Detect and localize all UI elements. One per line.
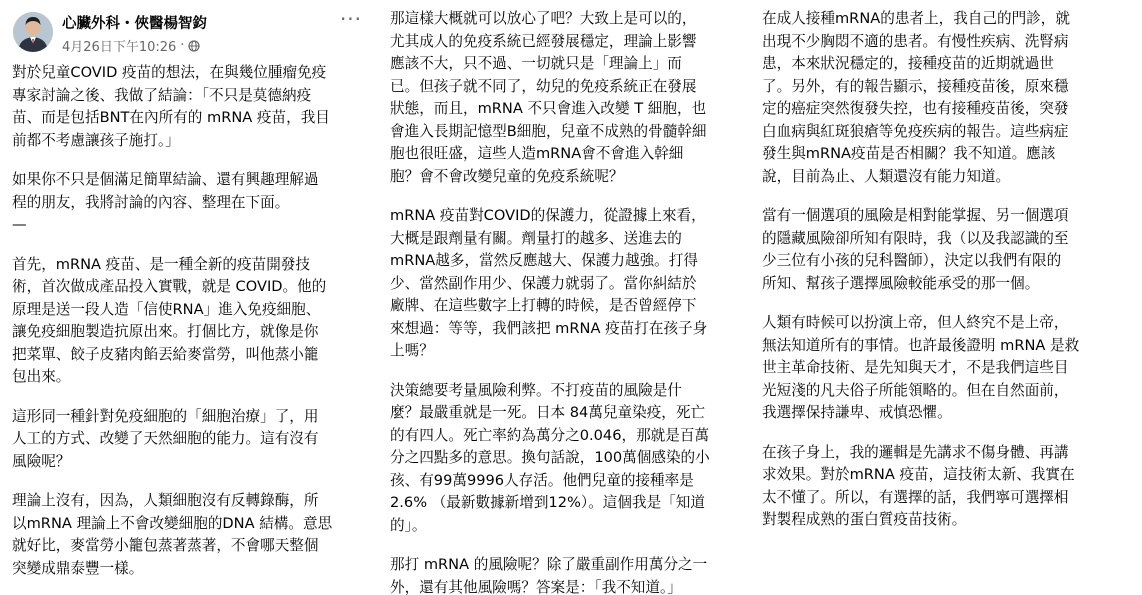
post-column-1 (0, 0, 376, 595)
post-paragraph: 首先，mRNA 疫苗、是一種全新的疫苗開發技 術，首次做成產品投入實戰，就是 COVID。他的 原理是送一段人造「信使RNA」進入免疫細胞、 讓免疫細胞製造抗原出來。打個比方，就像是你 把菜單、餃子皮豬肉餡丟給麥當勞，叫他蒸小籠 包出來。 (12, 255, 327, 385)
meta-separator: · (180, 38, 185, 53)
post-paragraph: 在孩子身上，我的邏輯是先講求不傷身體、再講 求效果。對於mRNA 疫苗，這技術太新、我實在 太不懂了。所以，有選擇的話，我們寧可選擇相 對製程成熟的蛋白質疫苗技術。 (762, 443, 1075, 528)
paragraph-gap (0, 152, 376, 169)
paragraph-gap (754, 188, 1142, 205)
paragraph-gap (0, 473, 376, 490)
paragraph-gap (382, 537, 758, 554)
paragraph-gap (382, 188, 758, 205)
post-paragraph: 理論上沒有，因為，人類細胞沒有反轉錄酶，所 以mRNA 理論上不會改變細胞的DNA 結構。意思 就好比，麥當勞小籠包蒸著蒸著，不會哪天整個 突變成鼎泰豐一樣。 (12, 492, 333, 577)
post-paragraph: 當有一個選項的風險是相對能掌握、另一個選項 的隱藏風險卻所知有限時，我（以及我認識的至 少三位有小孩的兒科醫師），決定以我們有限的 所知、幫孩子選擇風險較能承受的那一個。 (762, 207, 1069, 292)
paragraph-gap (0, 389, 376, 406)
avatar-image (13, 12, 53, 52)
paragraph-gap (382, 363, 758, 380)
more-options-icon[interactable]: ··· (339, 7, 363, 31)
post-paragraph: 對於兒童COVID 疫苗的想法，在與幾位腫瘤免疫 專家討論之後、我做了結論：「不只是莫德納疫 苗、而是包括BNT在內所有的 mRNA 疫苗，我目 前都不考慮讓孩子施打。」 (12, 64, 330, 149)
post-paragraph: 在成人接種mRNA的患者上，我自己的門診，就 出現不少胸悶不適的患者。有慢性疾病、洗腎病 患，本來狀況穩定的，接種疫苗的近期就過世 了。另外，有的報告顯示，接種疫苗後，原來穩 定的癌症突然復發失控，也有接種疫苗後，突發 白血病與紅斑狼瘡等免疫疾病的報告。這些病症 發生與mRNA疫苗是否相關？我不知道。應該 說，目前為止、人類還沒有能力知道。 (762, 10, 1070, 185)
post-column-3 (754, 0, 1142, 595)
paragraph-gap (754, 295, 1142, 312)
post-header (0, 0, 376, 62)
post-paragraph: 如果你不只是個滿足簡單結論、還有興趣理解過 程的朋友，我將討論的內容、整理在下面。 — (12, 171, 319, 233)
post-column-2 (382, 0, 758, 595)
paragraph-gap (754, 425, 1142, 442)
post-paragraph: mRNA 疫苗對COVID的保護力，從證據上來看， 大概是跟劑量有關。劑量打的越多、送進去的 mRNA越多，當然反應越大、保護力越強。打得 少、當然副作用少、保護力就弱了。當你糾結於 廠牌、在這些數字上打轉的時候，是否曾經停下 來想過：等等，我們該把 mRNA 疫苗打在孩子身 上嗎？ (390, 207, 708, 359)
avatar[interactable] (13, 12, 53, 52)
column-top-spacer (382, 0, 758, 8)
globe-icon (188, 40, 200, 52)
post-paragraph: 決策總要考量風險利弊。不打疫苗的風險是什 麼？最嚴重就是一死。日本 84萬兒童染疫，死亡 的有四人。死亡率約為萬分之0.046，那就是百萬 分之四點多的意思。換句話說，100萬個感染的小 孩、有99萬9996人存活。他們兒童的接種率是 2.6% （最新數據新增到12%）。這個我是「知道 的」。 (390, 381, 710, 534)
post-paragraph: 那打 mRNA 的風險呢？除了嚴重副作用萬分之一 外，還有其他風險嗎？答案是：「我不知道。」 (390, 556, 708, 595)
author-name[interactable]: 心臟外科・俠醫楊智鈞 (62, 16, 207, 32)
post-paragraph: 人類有時候可以扮演上帝，但人終究不是上帝， 無法知道所有的事情。也許最後證明 mRNA 是救 世主革命技術、是先知與天才，不是我們這些目 光短淺的凡夫俗子所能領略的。但在自然面前， 我選擇保持謙卑、戒慎恐懼。 (762, 314, 1080, 421)
post-paragraph: 這形同一種針對免疫細胞的「細胞治療」了，用 人工的方式、改變了天然細胞的能力。這有沒有 風險呢？ (12, 407, 319, 470)
column-top-spacer (754, 0, 1142, 8)
paragraph-gap (0, 237, 376, 254)
post-paragraph: 那這樣大概就可以放心了吧？大致上是可以的， 尤其成人的免疫系統已經發展穩定，理論上影響 應該不大，只不過、一切就只是「理論上」而 已。但孩子就不同了，幼兒的免疫系統正在發展 狀態，而且，mRNA 不只會進入改變 T 細胞，也 會進入長期記憶型B細胞，兒童不成熟的骨髓幹細 胞也很旺盛，這些人造mRNA會不會進入幹細 胞？會不會改變兒童的免疫系統呢？ (390, 10, 707, 185)
post-meta (62, 36, 200, 55)
post-timestamp[interactable]: 4月26日下午10:26 (62, 40, 177, 55)
